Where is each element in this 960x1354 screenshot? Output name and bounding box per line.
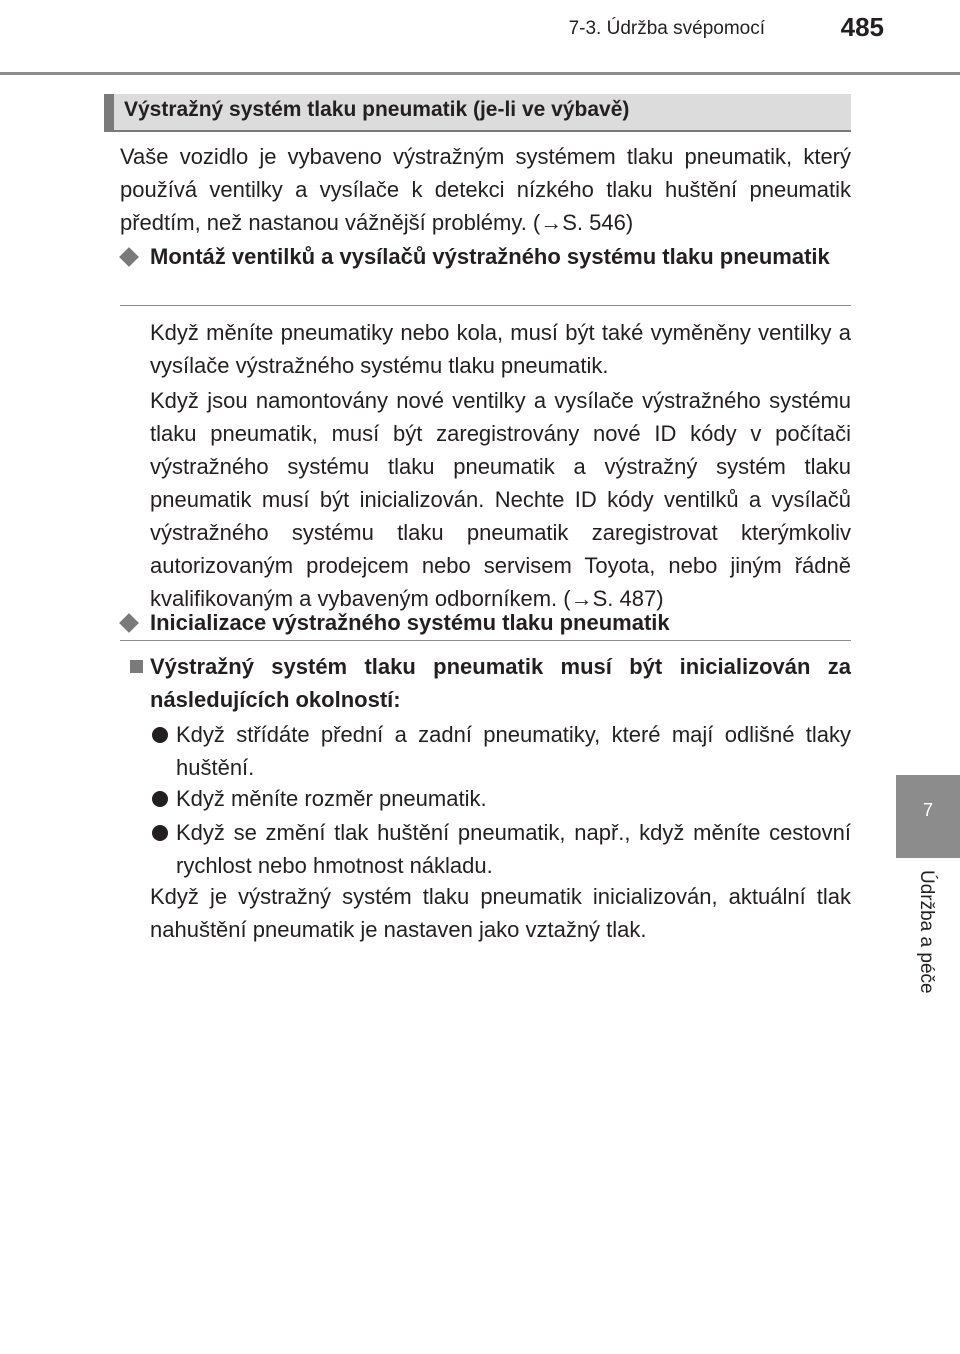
bullet-dot-icon — [152, 825, 168, 841]
subsection-divider — [120, 305, 851, 306]
chapter-label: Údržba a péče — [916, 870, 937, 994]
section-title: Výstražný systém tlaku pneumatik (je-li ve výbavě) — [124, 98, 630, 121]
section-heading-accent — [104, 94, 114, 132]
subsection-divider — [120, 640, 851, 641]
condition-item: Když střídáte přední a zadní pneumatiky, které mají odlišné tlaky huštění. — [176, 722, 851, 780]
header-section-title: 7-3. Údržba svépomocí — [568, 18, 765, 39]
page-number: 485 — [840, 12, 884, 42]
subsection-title-initialization: Inicializace výstražného systému tlaku pneumatik — [150, 610, 670, 635]
conditions-title: Výstražný systém tlaku pneumatik musí být inicializován za následujících okolností: — [150, 654, 851, 712]
diamond-bullet-icon — [119, 247, 139, 267]
diamond-bullet-icon — [119, 613, 139, 633]
intro-paragraph: Vaše vozidlo je vybaveno výstražným systémem tlaku pneumatik, který používá ventilky a vysílače k detekci nízkého tlaku huštění pneumatik předtím, než nastanou vážnější problémy. (→S. 546) — [120, 144, 851, 235]
mounting-paragraph-2: Když jsou namontovány nové ventilky a vysílače výstražného systému tlaku pneumatik, musí být zaregistrovány nové ID kódy v počítači výstražného systému tlaku pneumatik a výstražný systém tlaku pneumatik musí být inicializován. Nechte ID kódy ventilků a vysílačů výstražného systému tlaku pneumatik zaregistrovat kterýmkoliv autorizovaným prodejcem nebo servisem Toyota, nebo jiným řádně kvalifikovaným a vybaveným odborníkem. (→S. 487) — [150, 388, 851, 611]
subsection-title-mounting: Montáž ventilků a vysílačů výstražného systému tlaku pneumatik — [150, 244, 830, 269]
closing-paragraph: Když je výstražný systém tlaku pneumatik inicializován, aktuální tlak nahuštění pneumatik je nastaven jako vztažný tlak. — [150, 884, 851, 942]
bullet-dot-icon — [152, 727, 168, 743]
mounting-paragraph-1: Když měníte pneumatiky nebo kola, musí být také vyměněny ventilky a vysílače výstražného systému tlaku pneumatik. — [150, 320, 851, 378]
condition-item: Když se změní tlak huštění pneumatik, např., když měníte cestovní rychlost nebo hmotnost nákladu. — [176, 820, 851, 878]
condition-item: Když měníte rozměr pneumatik. — [176, 786, 487, 811]
bullet-dot-icon — [152, 791, 168, 807]
chapter-tab-number: 7 — [922, 800, 933, 820]
header-divider — [0, 72, 960, 75]
square-bullet-icon — [130, 660, 143, 673]
